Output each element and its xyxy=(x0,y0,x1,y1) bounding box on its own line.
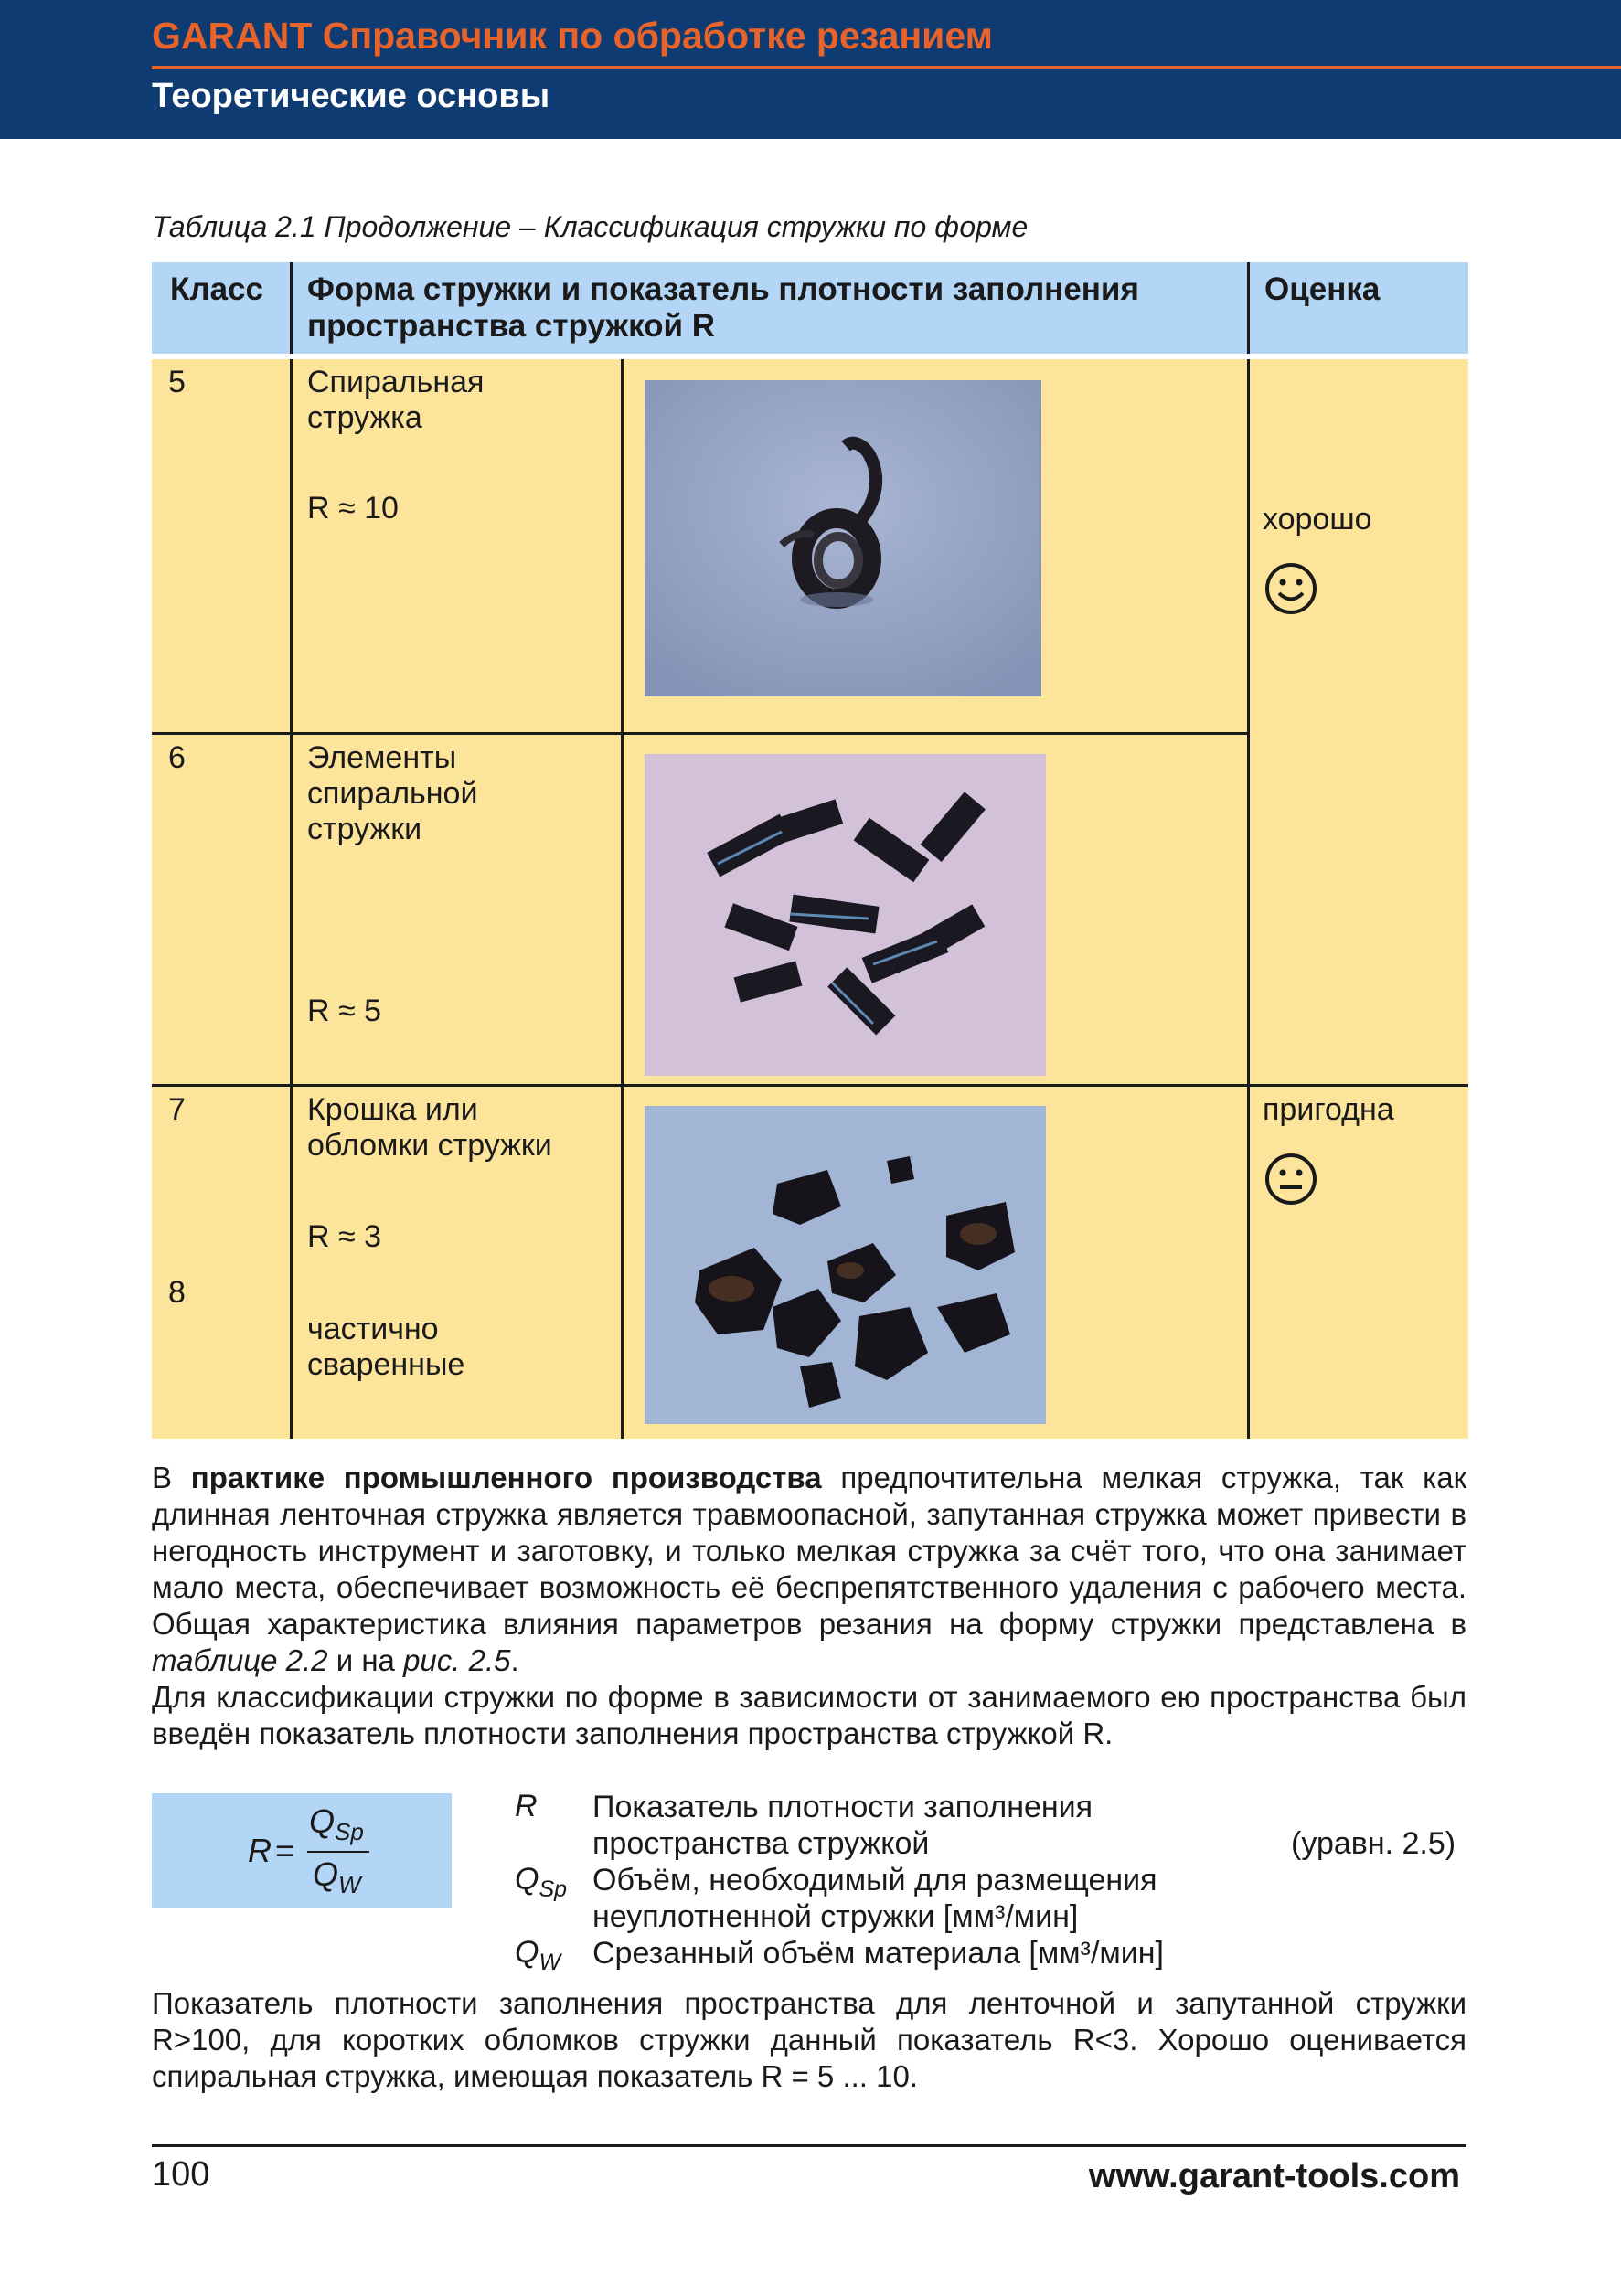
formula-box xyxy=(152,1793,452,1908)
footer-rule xyxy=(152,2144,1466,2147)
note-line: сваренные xyxy=(307,1347,465,1382)
header-rating: Оценка xyxy=(1264,271,1381,307)
paragraph-density: Показатель плотности заполнения пространства для ленточной и запутанной стружки R>100, для коротких обломков стружки данный показатель R<3. Хорошо оценивается спиральная стружка, имеющая показатель R = 5 ... 10. xyxy=(152,1986,1466,2093)
row-class: 7 xyxy=(168,1092,186,1127)
paragraph-practice xyxy=(152,1460,1466,1679)
text-run: и на xyxy=(336,1643,395,1677)
legend-line: неуплотненной стружки [мм³/мин] xyxy=(592,1899,1079,1934)
shape-line: стружка xyxy=(307,400,422,435)
legend-line: Срезанный объём материала [мм³/мин] xyxy=(592,1936,1164,1971)
spiral-chip-elements-photo xyxy=(645,754,1046,1076)
paragraph-classification: Для классификации стружки по форме в зависимости от занимаемого ею пространства был введён показатель плотности заполнения пространства стружкой R. xyxy=(152,1680,1466,1750)
row-r-value: R ≈ 3 xyxy=(307,1219,382,1254)
num-symbol: Q xyxy=(309,1802,336,1840)
header-shape-line2: пространства стружкой R xyxy=(307,308,716,344)
figure-reference-link[interactable]: рис. 2.5 xyxy=(403,1643,511,1677)
row-shape xyxy=(307,740,477,847)
row-note xyxy=(307,1312,464,1383)
bold-phrase: практике промышленного производства xyxy=(190,1461,822,1494)
row-class: 6 xyxy=(168,740,186,775)
legend-description xyxy=(592,1789,1093,1862)
shape-line: обломки стружки xyxy=(307,1128,552,1163)
header-class: Класс xyxy=(170,271,263,307)
chip-classification-table xyxy=(152,262,1468,1439)
row-r-value: R ≈ 10 xyxy=(307,491,399,526)
legend-symbol xyxy=(515,1935,560,1976)
table-caption: Таблица 2.1 Продолжение – Классификация стружки по форме xyxy=(152,210,1029,243)
den-symbol: Q xyxy=(313,1855,339,1893)
row-shape xyxy=(307,1092,552,1164)
num-subscript: Sp xyxy=(335,1818,364,1846)
legend-line: Объём, необходимый для размещения xyxy=(592,1863,1157,1897)
column-divider xyxy=(621,354,624,1439)
symbol: R xyxy=(515,1789,538,1823)
handbook-title: GARANT Справочник по обработке резанием xyxy=(152,15,993,57)
fraction-bar xyxy=(307,1851,369,1853)
shape-line: спиральной xyxy=(307,776,478,811)
header-shape xyxy=(307,271,1139,345)
rating-acceptable: пригодна xyxy=(1263,1092,1394,1127)
column-divider xyxy=(290,262,293,1439)
text-run: предпочтительна мелкая стружка, так как длинная ленточная стружка является травмоопасной, запутанная стружка может привести в негодность инструмент и заготовку, и только мелкая стружка за счёт того, что она занимает мало места, обеспечивает возможность её беспрепятственного удаления с рабочего места. Общая характеристика влияния параметров резания на форму стружки представлена в xyxy=(152,1461,1467,1641)
row-shape xyxy=(307,365,484,436)
symbol: Q xyxy=(515,1935,539,1970)
header-rule xyxy=(152,66,1621,69)
text-run: . xyxy=(510,1643,519,1677)
header-banner xyxy=(0,0,1621,139)
legend-line: Показатель плотности заполнения xyxy=(592,1790,1093,1824)
header-shape-line1: Форма стружки и показатель плотности заполнения xyxy=(307,271,1139,307)
row-divider xyxy=(152,1084,1468,1087)
column-divider xyxy=(1247,262,1250,1439)
formula-denominator xyxy=(313,1855,361,1899)
website-link[interactable]: www.garant-tools.com xyxy=(1088,2157,1460,2195)
shape-line: Спиральная xyxy=(307,365,485,399)
note-line: частично xyxy=(307,1312,439,1346)
table-reference-link[interactable]: таблице 2.2 xyxy=(152,1643,328,1677)
legend-symbol xyxy=(515,1789,538,1824)
row-r-value: R ≈ 5 xyxy=(307,994,382,1028)
shape-line: стружки xyxy=(307,812,422,846)
header-separator xyxy=(152,354,1468,359)
shape-line: Элементы xyxy=(307,740,457,775)
section-title: Теоретические основы xyxy=(152,77,550,115)
spiral-chip-photo xyxy=(645,380,1041,696)
smiley-neutral-icon xyxy=(1264,1152,1318,1206)
row-class-secondary: 8 xyxy=(168,1275,186,1310)
row-class: 5 xyxy=(168,365,186,399)
row-divider xyxy=(152,732,1247,735)
rating-good: хорошо xyxy=(1263,502,1372,537)
equation-reference: (уравн. 2.5) xyxy=(1291,1826,1456,1861)
den-subscript: W xyxy=(338,1871,361,1899)
formula-numerator xyxy=(309,1802,364,1846)
subscript: W xyxy=(539,1949,561,1975)
legend-line: пространства стружкой xyxy=(592,1826,930,1861)
subscript: Sp xyxy=(539,1876,568,1902)
chip-fragments-photo xyxy=(645,1106,1046,1424)
legend-description xyxy=(592,1935,1164,1972)
formula-lhs: R xyxy=(248,1832,272,1869)
formula-equals: = xyxy=(275,1832,295,1869)
text-run: В xyxy=(152,1461,173,1494)
page-number: 100 xyxy=(152,2155,210,2194)
shape-line: Крошка или xyxy=(307,1092,478,1127)
smiley-happy-icon xyxy=(1264,561,1318,616)
legend-description xyxy=(592,1862,1157,1935)
symbol: Q xyxy=(515,1862,539,1897)
legend-symbol xyxy=(515,1862,567,1903)
